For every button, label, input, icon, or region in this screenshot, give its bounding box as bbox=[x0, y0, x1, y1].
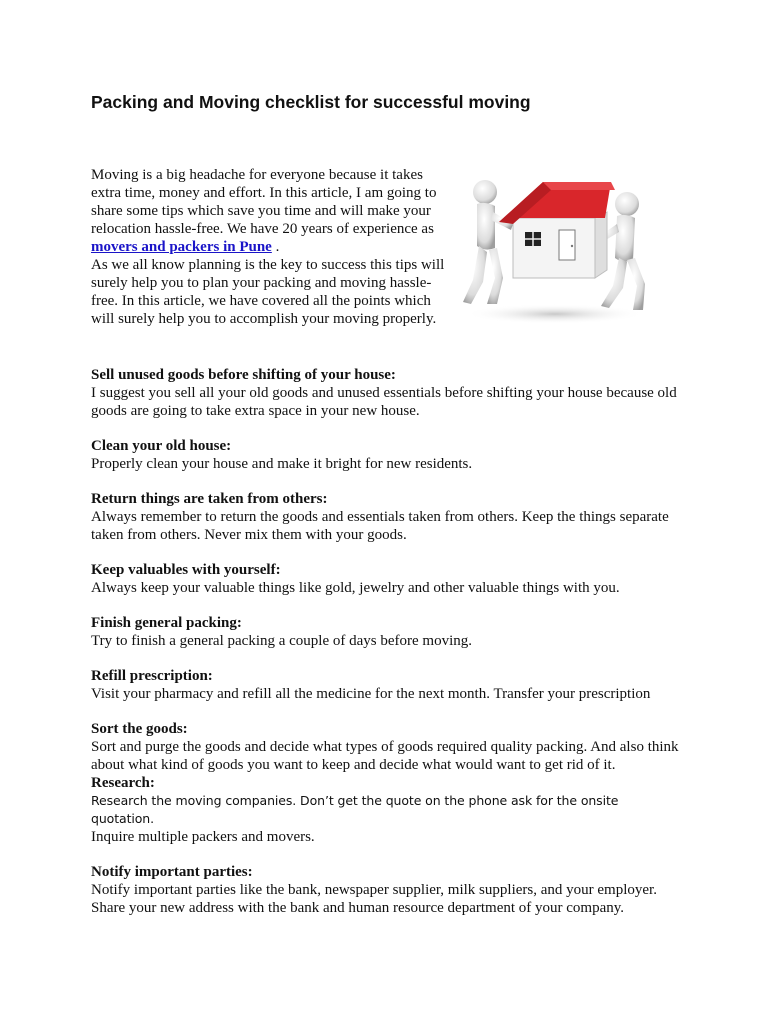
section-body: I suggest you sell all your old goods and unused essentials before shifting your house because old goods are going to take extra space in your new house. bbox=[91, 385, 677, 419]
section-heading: Return things are taken from others: bbox=[91, 491, 328, 507]
checklist-item bbox=[91, 774, 681, 846]
checklist-item bbox=[91, 561, 681, 597]
checklist-item bbox=[91, 863, 681, 917]
checklist-item bbox=[91, 366, 681, 420]
section-body: Visit your pharmacy and refill all the medicine for the next month. Transfer your prescription bbox=[91, 686, 651, 702]
intro-paragraph-1 bbox=[91, 166, 446, 256]
section-body: Sort and purge the goods and decide what types of goods required quality packing. And also think about what kind of goods you want to keep and decide what would want to get rid of it. bbox=[91, 739, 679, 773]
section-heading: Keep valuables with yourself: bbox=[91, 562, 281, 578]
intro-tail: . bbox=[271, 239, 280, 255]
section-heading: Research: bbox=[91, 775, 155, 791]
checklist-item bbox=[91, 437, 681, 473]
section-body: Research the moving companies. Don’t get the quote on the phone ask for the onsite quotation. bbox=[91, 793, 619, 826]
intro-text: Moving is a big headache for everyone because it takes extra time, money and effort. In this article, I am going to share some tips which save you time and will make your relocation hassle-free. We have 20 years of experience as bbox=[91, 167, 437, 237]
people-carrying-house-icon bbox=[455, 168, 655, 328]
section-heading: Sell unused goods before shifting of your house: bbox=[91, 367, 396, 383]
section-heading: Sort the goods: bbox=[91, 721, 188, 737]
section-heading: Refill prescription: bbox=[91, 668, 213, 684]
checklist-item bbox=[91, 667, 681, 703]
section-body: Try to finish a general packing a couple of days before moving. bbox=[91, 633, 473, 649]
checklist-item bbox=[91, 720, 681, 774]
movers-packers-link[interactable]: movers and packers in Pune bbox=[91, 239, 272, 255]
section-heading: Finish general packing: bbox=[91, 615, 242, 631]
section-body: Properly clean your house and make it bright for new residents. bbox=[91, 456, 473, 472]
checklist-item bbox=[91, 490, 681, 544]
checklist bbox=[91, 366, 681, 934]
section-body: Inquire multiple packers and movers. bbox=[91, 829, 315, 845]
section-body: Always remember to return the goods and essentials taken from others. Keep the things separate taken from others. Never mix them with your goods. bbox=[91, 509, 669, 543]
section-heading: Notify important parties: bbox=[91, 864, 253, 880]
intro-block bbox=[91, 166, 446, 328]
checklist-item bbox=[91, 614, 681, 650]
intro-paragraph-2: As we all know planning is the key to success this tips will surely help you to plan your packing and moving hassle-free. In this article, we have covered all the points which will surely help you to accomplish your moving properly. bbox=[91, 257, 445, 327]
section-body: Always keep your valuable things like gold, jewelry and other valuable things with you. bbox=[91, 580, 620, 596]
section-heading: Clean your old house: bbox=[91, 438, 232, 454]
document-title: Packing and Moving checklist for successful moving bbox=[91, 92, 531, 112]
section-body: Notify important parties like the bank, newspaper supplier, milk suppliers, and your employer. Share your new address with the bank and human resource department of your company. bbox=[91, 882, 657, 916]
